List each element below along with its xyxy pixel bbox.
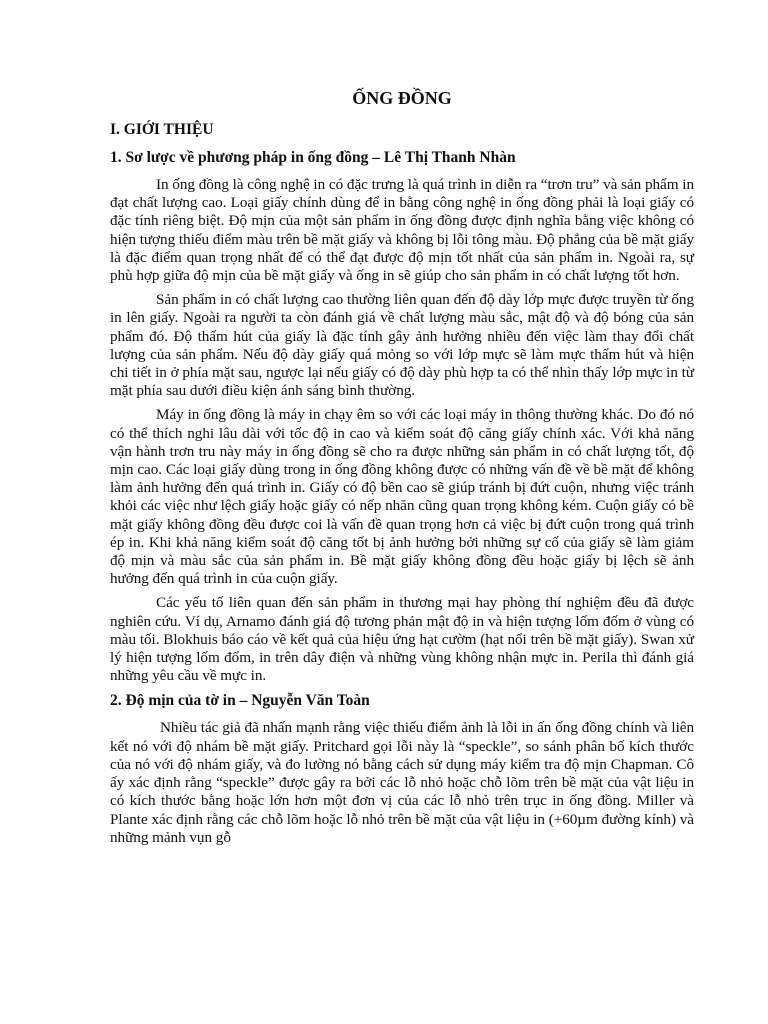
paragraph: Các yếu tố liên quan đến sản phẩm in thương mại hay phòng thí nghiệm đều đã được nghiên cứu. Ví dụ, Arnamo đánh giá độ tương phản mật độ in và hiện tượng lốm đốm ở vùng có màu tối. Blokhuis báo cáo về kết quả của hiệu ứng hạt cườm (hạt nổi trên bề mặt giấy). Swan xử lý hiện tượng lốm đốm, in trên dây điện và những vùng không nhận mực in. Perila thì đánh giá những yêu cầu về mực in.: [110, 594, 694, 685]
paragraph: In ống đồng là công nghệ in có đặc trưng là quá trình in diễn ra “trơn tru” và sản phẩm in đạt chất lượng cao. Loại giấy chính dùng để in bằng công nghệ in ống đồng phải là loại giấy có đặc tính riêng biệt. Độ mịn của một sản phẩm in ống đồng được định nghĩa bằng việc không có hiện tượng thiếu điểm màu trên bề mặt giấy và không bị lỗi tông màu. Độ phẳng của bề mặt giấy là đặc điểm quan trọng nhất để có thể đạt được độ mịn tốt nhất của sản phẩm in. Ngoài ra, sự phù hợp giữa độ mịn của bề mặt giấy và ống in sẽ giúp cho sản phẩm in có chất lượng tốt hơn.: [110, 176, 694, 285]
paragraph: Sản phẩm in có chất lượng cao thường liên quan đến độ dày lớp mực được truyền từ ống in lên giấy. Ngoài ra người ta còn đánh giá về chất lượng màu sắc, mật độ và độ bóng của sản phẩm đó. Độ thấm hút của giấy là đặc tính gây ảnh hưởng nhiều đến việc làm thay đổi chất lượng của sản phẩm. Nếu độ dày giấy quá mỏng so với lớp mực sẽ làm mực thấm hút và hiện chi tiết in ở phía mặt sau, ngược lại nếu giấy có độ dày phù hợp ta có thể nhìn thấy lớp mực in từ mặt phía sau dưới điều kiện ánh sáng bình thường.: [110, 291, 694, 400]
document-page: [110, 86, 694, 853]
subsection-heading-2: 2. Độ mịn của tờ in – Nguyễn Văn Toàn: [110, 692, 370, 710]
paragraph: Máy in ống đồng là máy in chạy êm so với các loại máy in thông thường khác. Do đó nó có thể thích nghi lâu dài với tốc độ in cao và kiểm soát độ căng giấy chính xác. Với khả năng vận hành trơn tru này máy in ống đồng sẽ cho ra được những sản phẩm in có chất lượng tốt, độ mịn cao. Các loại giấy dùng trong in ống đồng không được có những vấn đề về bề mặt để không làm ảnh hưởng đến quá trình in. Giấy có độ bền cao sẽ giúp tránh bị đứt cuộn, nhưng việc tránh khỏi các việc như lệch giấy hoặc giấy có nếp nhăn cũng quan trọng không kém. Cuộn giấy có bề mặt giấy không đồng đều được coi là vấn đề quan trọng hơn cả việc bị đứt cuộn trong quá trình ép in. Khi khả năng kiểm soát độ căng tốt bị ảnh hưởng bởi những sự cố của giấy sẽ làm giảm độ mịn và màu sắc của sản phẩm in. Bề mặt giấy không đồng đều hoặc giấy bị lệch sẽ ảnh hưởng đến quá trình in của cuộn giấy.: [110, 406, 694, 588]
subsection-heading-1: 1. Sơ lược về phương pháp in ống đồng – Lê Thị Thanh Nhàn: [110, 149, 516, 166]
document-title: ỐNG ĐỒNG: [352, 88, 452, 108]
section-heading: I. GIỚI THIỆU: [110, 121, 214, 138]
paragraph: Nhiều tác giả đã nhấn mạnh rằng việc thiếu điểm ảnh là lỗi in ấn ống đồng chính và liên kết nó với độ nhám bề mặt giấy. Pritchard gọi lỗi này là “speckle”, so sánh phân bố kích thước của nó với độ nhám giấy, và đo lường nó bằng cách sử dụng máy kiểm tra độ mịn Chapman. Cô ấy xác định rằng “speckle” được gây ra bởi các lỗ nhỏ hoặc chỗ lõm trên bề mặt của vật liệu in có kích thước bằng hoặc lớn hơn một đơn vị của các lỗ nhỏ trên trục in ống đồng. Miller và Plante xác định rằng các chỗ lõm hoặc lỗ nhỏ trên bề mặt của vật liệu in (+60µm đường kính) và những mảnh vụn gỗ: [110, 719, 694, 846]
